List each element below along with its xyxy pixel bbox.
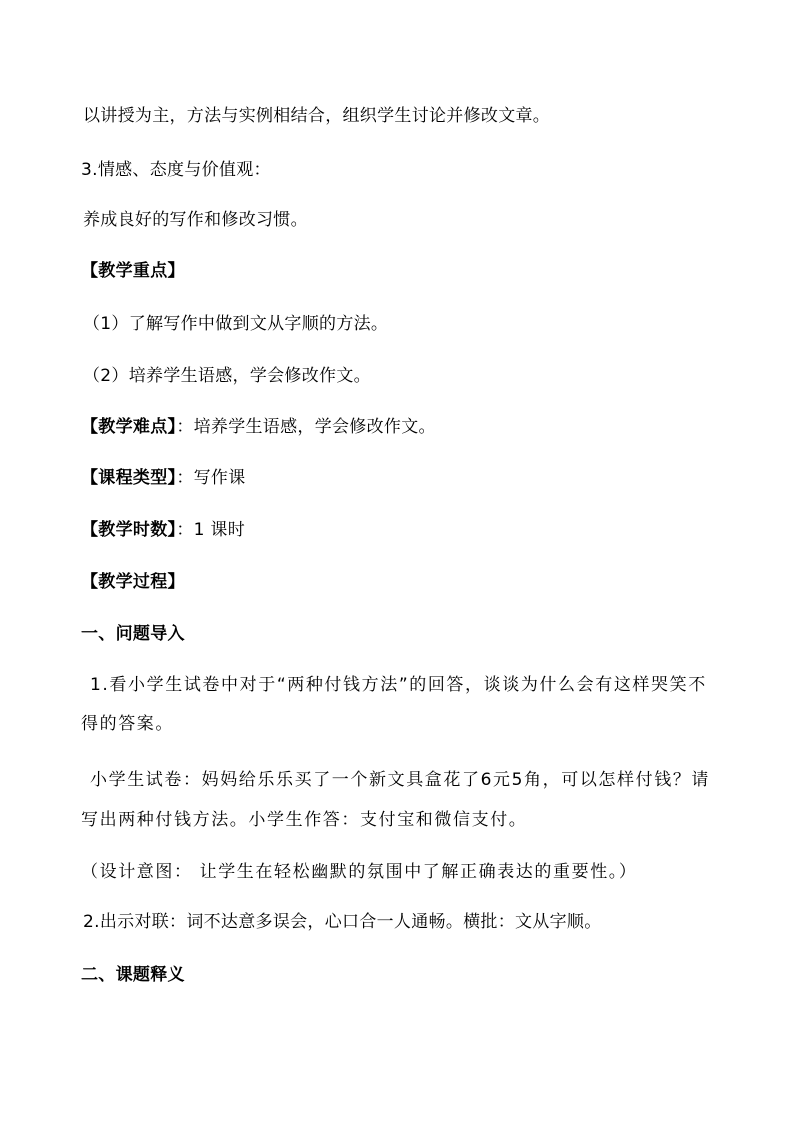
teaching-method-text: 以讲授为主，方法与实例相结合，组织学生讨论并修改文章。 [83, 106, 551, 126]
class-hours-text: ：1 课时 [176, 520, 246, 540]
section-two-heading: 二、课题释义 [81, 965, 185, 985]
class-hours-row [81, 518, 245, 542]
section-one-heading: 一、问题导入 [81, 624, 185, 644]
difficulty-label: 【教学难点】 [81, 417, 177, 437]
course-type-label: 【课程类型】 [81, 468, 177, 488]
key-point-item-2: （2）培养学生语感，学会修改作文。 [83, 366, 371, 386]
key-point-item-1: （1）了解写作中做到文从字顺的方法。 [83, 314, 389, 334]
course-type-text: ：写作课 [176, 468, 246, 488]
example-question-line-2: 写出两种付钱方法。小学生作答：支付宝和微信支付。 [81, 810, 528, 830]
difficulty-row [81, 415, 436, 439]
design-intent-note: （设计意图： 让学生在轻松幽默的氛围中了解正确表达的重要性。） [81, 862, 638, 882]
difficulty-text: ：培养学生语感，学会修改作文。 [176, 417, 436, 437]
teaching-process-label: 【教学过程】 [81, 572, 185, 592]
class-hours-label: 【教学时数】 [81, 520, 177, 540]
course-type-row [81, 466, 246, 490]
key-points-label: 【教学重点】 [81, 261, 185, 281]
section-one-item-2: 2.出示对联：词不达意多误会，心口合一人通畅。横批：文从字顺。 [83, 912, 602, 932]
emotion-goal-heading: 3.情感、态度与价值观： [81, 160, 271, 180]
section-one-item-1-line-2: 得的答案。 [81, 714, 174, 734]
section-one-item-1-line-1: 1.看小学生试卷中对于“两种付钱方法”的回答，谈谈为什么会有这样哭笑不 [90, 675, 707, 695]
example-question-line-1: 小学生试卷：妈妈给乐乐买了一个新文具盒花了6元5角，可以怎样付钱？请 [90, 770, 711, 790]
emotion-goal-text: 养成良好的写作和修改习惯。 [83, 210, 308, 230]
